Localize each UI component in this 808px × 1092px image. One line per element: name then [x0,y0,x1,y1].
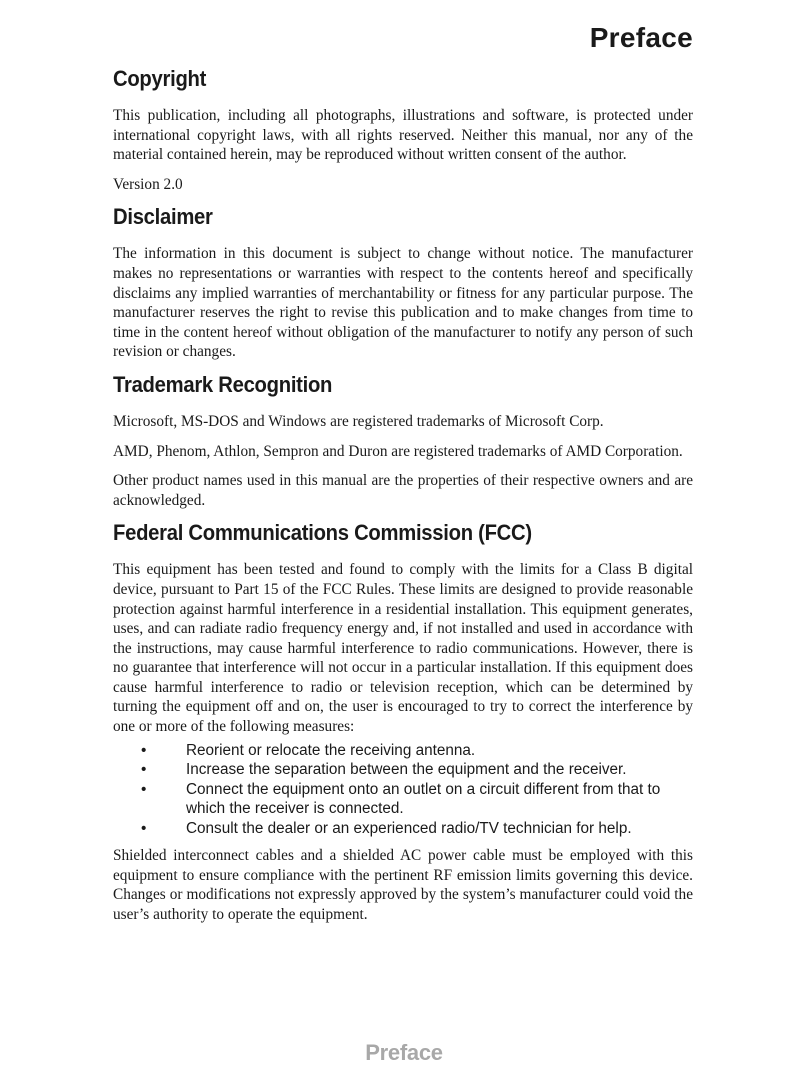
trademark-heading: Trademark Recognition [113,371,333,397]
section-trademark [113,372,693,510]
copyright-paragraph: This publication, including all photographs, illustrations and software, is protected under international copyright laws, with all rights reserved. Neither this manual, nor any of the material contained herein, may be reproduced without written consent of the author. [113,107,693,164]
fcc-measures-list [113,741,693,839]
disclaimer-paragraph: The information in this document is subject to change without notice. The manufacturer makes no representations or warranties with respect to the contents hereof and specifically disclaims any implied warranties of merchantability or fitness for any particular purpose. The manufacturer reserves the right to revise this publication and to make changes from time to time in the content hereof without obligation of the manufacturer to notify any person of such revision or changes. [113,245,693,361]
fcc-paragraph-shielded: Shielded interconnect cables and a shielded AC power cable must be employed with this equipment to ensure compliance with the pertinent RF emission limits governing this device. Changes or modifications not expressly approved by the system’s manufacturer could void the user’s authority to operate the equipment. [113,847,693,923]
list-item [113,780,693,819]
trademark-paragraph-amd: AMD, Phenom, Athlon, Sempron and Duron are registered trademarks of AMD Corporation. [113,442,683,460]
list-item [113,760,693,780]
bullet-icon: • [141,741,147,759]
section-fcc [113,520,693,924]
copyright-heading: Copyright [113,66,207,91]
list-item [113,819,693,839]
list-item [113,741,693,761]
measure-text: Reorient or relocate the receiving antenna. [186,741,476,759]
measure-text: Consult the dealer or an experienced radio/TV technician for help. [186,819,632,837]
version-text: Version 2.0 [113,175,183,193]
page-footer-label: Preface [365,1040,443,1065]
disclaimer-heading: Disclaimer [113,204,213,230]
fcc-heading: Federal Communications Commission (FCC) [113,520,532,546]
measure-text: Increase the separation between the equipment and the receiver. [186,761,627,779]
document-page [113,20,693,935]
section-copyright [113,66,693,194]
bullet-icon: • [141,819,147,837]
fcc-paragraph-compliance: This equipment has been tested and found to comply with the limits for a Class B digital device, pursuant to Part 15 of the FCC Rules. These limits are designed to provide reasonable protection against harmful interference in a residential installation. This equipment generates, uses, and can radiate radio frequency energy and, if not installed and used in accordance with the instructions, may cause harmful interference to radio communications. However, there is no guarantee that interference will not occur in a particular installation. If this equipment does cause harmful interference to radio or television reception, which can be determined by turning the equipment off and on, the user is encouraged to try to correct the interference by one or more of the following measures: [113,561,693,736]
trademark-paragraph-other: Other product names used in this manual are the properties of their respective owners and are acknowledged. [113,472,693,509]
bullet-icon: • [141,780,147,798]
trademark-paragraph-microsoft: Microsoft, MS-DOS and Windows are registered trademarks of Microsoft Corp. [113,412,604,430]
bullet-icon: • [141,761,147,779]
section-disclaimer [113,204,693,362]
page-header-title: Preface [589,22,693,53]
measure-text: Connect the equipment onto an outlet on a circuit different from that to which the receiver is connected. [186,780,661,818]
